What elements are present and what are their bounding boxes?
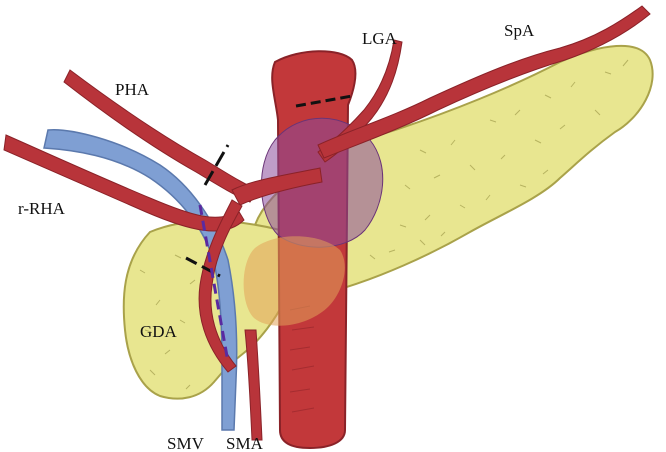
label-pha: PHA: [115, 80, 150, 99]
label-gda: GDA: [140, 322, 177, 341]
label-sma: SMA: [226, 434, 263, 452]
sma-artery: [245, 330, 262, 440]
label-smv: SMV: [167, 434, 204, 452]
label-spa: SpA: [504, 21, 535, 40]
label-lga: LGA: [362, 29, 397, 48]
label-r-rha: r-RHA: [18, 199, 65, 218]
